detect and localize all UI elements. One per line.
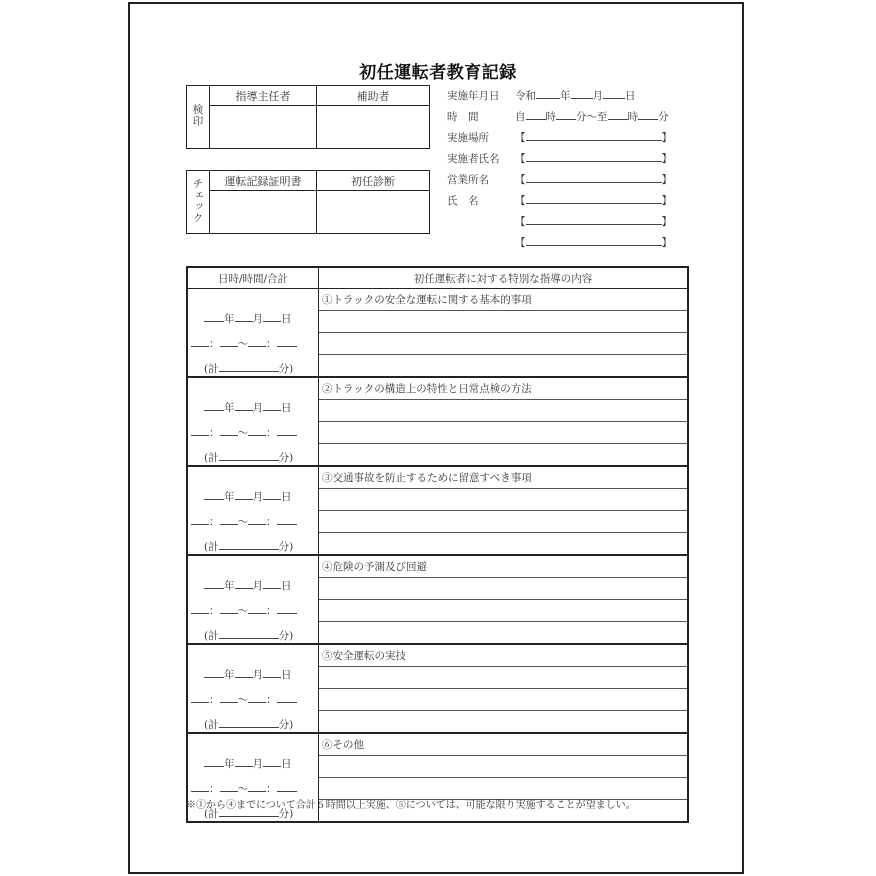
start-hour-field[interactable] [526,109,546,120]
section-title: ⑥その他 [319,733,688,756]
section-note-line[interactable] [319,532,688,555]
section-note-line[interactable] [319,710,688,733]
section-date[interactable]: 年 月 日 [188,556,318,593]
section-total[interactable]: (計 分) [204,808,294,820]
office-row: 営業所名 【 】 [447,174,672,186]
info-block [447,88,687,258]
instructor-field[interactable] [526,151,662,162]
stamp-col-assistant: 補助者 [317,86,430,106]
date-row: 実施年月日 令和 年 月 日 [447,90,636,102]
section-date[interactable]: 年 月 日 [188,289,318,326]
section-total[interactable]: (計 分) [204,363,294,375]
end-minute-field[interactable] [638,109,658,120]
section-date[interactable]: 年 月 日 [188,467,318,504]
year-field[interactable] [536,88,560,99]
name-field-2[interactable] [526,214,662,225]
time-row: 時 間 自 時 分〜至 時 分 [447,111,669,123]
section-date[interactable]: 年 月 日 [188,734,318,771]
section-date[interactable]: 年 月 日 [188,645,318,682]
check-col-initial-diagnosis: 初任診断 [317,171,430,191]
place-row: 実施場所 【 】 [447,132,672,144]
section-note-line[interactable] [319,400,688,422]
section-note-line[interactable] [319,354,688,377]
section-note-line[interactable] [319,688,688,710]
section-total[interactable]: (計 分) [204,452,294,464]
section-note-line[interactable] [319,489,688,511]
section-note-line[interactable] [319,667,688,689]
section-datetime-cell [188,377,319,466]
header-content: 初任運転者に対する特別な指導の内容 [319,268,688,289]
check-col-driving-record: 運転記録証明書 [210,171,317,191]
section-time-range[interactable]: ： 〜 ： [188,415,318,440]
day-field[interactable] [603,88,625,99]
name-row-3: 【 】 [515,237,672,249]
stamp-box-approval [186,85,430,149]
section-time-range[interactable]: ： 〜 ： [188,682,318,707]
check-side-label: チェック [187,171,210,234]
end-hour-field[interactable] [608,109,628,120]
section-note-line[interactable] [319,756,688,778]
section-total[interactable]: (計 分) [204,719,294,731]
footnote: ※①から④までについて合計６時間以上実施、⑤については、可能な限り実施することが望ましい。 [186,800,636,811]
name-row-1: 氏 名 【 】 [447,195,672,207]
section-time-range[interactable]: ： 〜 ： [188,771,318,796]
section-note-line[interactable] [319,310,688,332]
header-datetime: 日時/時間/合計 [188,268,319,289]
instruction-table [186,266,689,823]
office-field[interactable] [526,172,662,183]
section-title: ③交通事故を防止するために留意すべき事項 [319,466,688,489]
stamp-cell-supervisor[interactable] [210,106,317,149]
check-cell-initial-diagnosis[interactable] [317,191,430,234]
section-note-line[interactable] [319,578,688,600]
section-note-line[interactable] [319,510,688,532]
page-title: 初任運転者教育記録 [359,63,517,83]
section-datetime-cell [188,555,319,644]
section-note-line[interactable] [319,421,688,443]
name-field-1[interactable] [526,193,662,204]
section-time-range[interactable]: ： 〜 ： [188,504,318,529]
section-datetime-cell [188,466,319,555]
start-minute-field[interactable] [556,109,576,120]
place-field[interactable] [526,130,662,141]
section-title: ①トラックの安全な運転に関する基本的事項 [319,289,688,311]
section-title: ⑤安全運転の実技 [319,644,688,667]
section-title: ④危険の予測及び回避 [319,555,688,578]
section-note-line[interactable] [319,621,688,644]
stamp-box-check [186,170,430,234]
section-title: ②トラックの構造上の特性と日常点検の方法 [319,377,688,400]
section-total[interactable]: (計 分) [204,630,294,642]
section-time-range[interactable]: ： 〜 ： [188,593,318,618]
section-time-range[interactable]: ： 〜 ： [188,326,318,351]
section-note-line[interactable] [319,332,688,354]
section-note-line[interactable] [319,443,688,466]
stamp-col-supervisor: 指導主任者 [210,86,317,106]
section-total[interactable]: (計 分) [204,541,294,553]
section-datetime-cell [188,289,319,378]
month-field[interactable] [571,88,593,99]
check-cell-driving-record[interactable] [210,191,317,234]
section-datetime-cell [188,644,319,733]
section-date[interactable]: 年 月 日 [188,378,318,415]
stamp-side-label: 検印 [187,86,210,149]
section-note-line[interactable] [319,599,688,621]
stamp-cell-assistant[interactable] [317,106,430,149]
name-field-3[interactable] [526,235,662,246]
instructor-row: 実施者氏名 【 】 [447,153,672,165]
name-row-2: 【 】 [515,216,672,228]
